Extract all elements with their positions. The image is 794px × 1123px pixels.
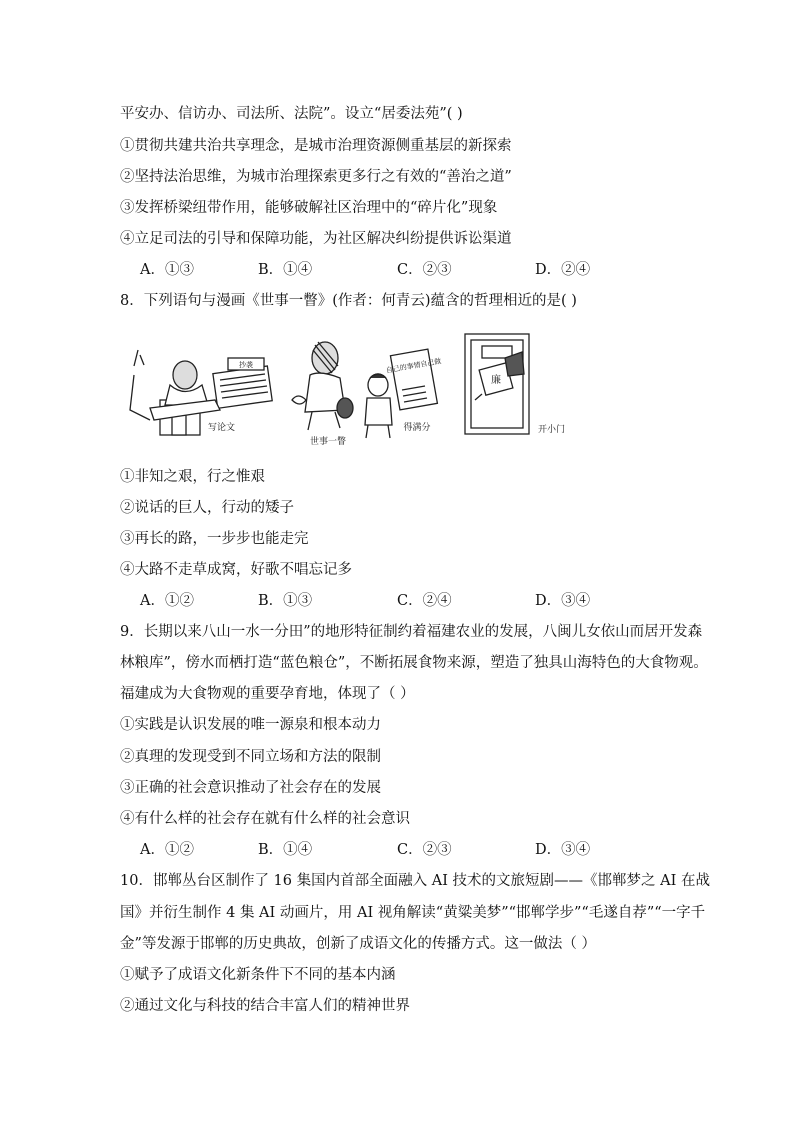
q7-item-4: ④立足司法的引导和保障功能，为社区解决纠纷提供诉讼渠道	[120, 231, 512, 247]
q9-stem-line-3: 福建成为大食物观的重要孕育地，体现了（ ）	[120, 686, 415, 702]
q7-option-a: A．①③	[140, 262, 194, 278]
q8-option-a: A．①②	[140, 593, 194, 609]
q9-stem-line-1: 9．长期以来八山一水一分田”的地形特征制约着福建农业的发展，八闽儿女依山而居开发森	[120, 624, 703, 640]
q8-option-b: B．①③	[258, 593, 313, 609]
q9-option-a: A．①②	[140, 842, 194, 858]
q7-option-d: D．②④	[535, 262, 591, 278]
q8-item-3: ③再长的路，一步步也能走完	[120, 531, 309, 547]
q7-option-c: C．②③	[397, 262, 452, 278]
q8-item-2: ②说话的巨人，行动的矮子	[120, 500, 294, 516]
panel-caption-1: 写论文	[208, 423, 236, 433]
q9-option-d: D．③④	[535, 842, 591, 858]
q9-item-2: ②真理的发现受到不同立场和方法的限制	[120, 749, 381, 765]
panel-glance	[292, 342, 353, 430]
panel-small-door	[465, 334, 529, 434]
q7-item-3: ③发挥桥梁纽带作用，能够破解社区治理中的“碎片化”现象	[120, 200, 498, 216]
panel-caption-4: 开小门	[538, 425, 566, 435]
panel-text-own-work: 自己的事情自己做	[385, 357, 442, 375]
q9-option-c: C．②③	[397, 842, 452, 858]
q9-option-b: B．①④	[258, 842, 313, 858]
panel-caption-3: 得满分	[403, 423, 431, 433]
q7-stem-tail: 平安办、信访办、司法所、法院”。设立“居委法苑”( )	[120, 106, 463, 122]
q10-stem-line-2: 国》并衍生制作 4 集 AI 动画片，用 AI 视角解读“黄粱美梦”“邯郸学步”“毛遂自荐”“一字千	[120, 905, 706, 921]
panel-text-copy: 抄袭	[239, 361, 253, 369]
cartoon-world-glance	[120, 330, 566, 450]
q7-item-2: ②坚持法治思维，为城市治理探索更多行之有效的“善治之道”	[120, 169, 512, 185]
q8-stem: 8．下列语句与漫画《世事一瞥》(作者：何青云)蕴含的哲理相近的是( )	[120, 293, 577, 309]
q9-item-4: ④有什么样的社会存在就有什么样的社会意识	[120, 811, 410, 827]
q9-item-1: ①实践是认识发展的唯一源泉和根本动力	[120, 717, 381, 733]
q10-item-1: ①赋予了成语文化新条件下不同的基本内涵	[120, 967, 396, 983]
panel-caption-2: 世事一瞥	[309, 437, 347, 447]
panel-writing-paper	[130, 350, 272, 435]
q8-item-4: ④大路不走草成窝，好歌不唱忘记多	[120, 562, 352, 578]
q9-stem-line-2: 林粮库”，傍水而栖打造“蓝色粮仓”，不断拓展食物来源，塑造了独具山海特色的大食物观。	[120, 655, 708, 671]
q8-option-c: C．②④	[397, 593, 452, 609]
q10-stem-line-1: 10．邯郸丛台区制作了 16 集国内首部全面融入 AI 技术的文旅短剧——《邯郸梦之 AI 在战	[120, 873, 710, 889]
panel-text-integrity: 廉	[491, 375, 501, 386]
q7-option-b: B．①④	[258, 262, 313, 278]
q9-item-3: ③正确的社会意识推动了社会存在的发展	[120, 780, 381, 796]
q8-item-1: ①非知之艰，行之惟艰	[120, 469, 265, 485]
q10-item-2: ②通过文化与科技的结合丰富人们的精神世界	[120, 998, 410, 1014]
q10-stem-line-3: 金”等发源于邯郸的历史典故，创新了成语文化的传播方式。这一做法（ ）	[120, 936, 597, 952]
q8-option-d: D．③④	[535, 593, 591, 609]
q7-item-1: ①贯彻共建共治共享理念，是城市治理资源侧重基层的新探索	[120, 138, 512, 154]
